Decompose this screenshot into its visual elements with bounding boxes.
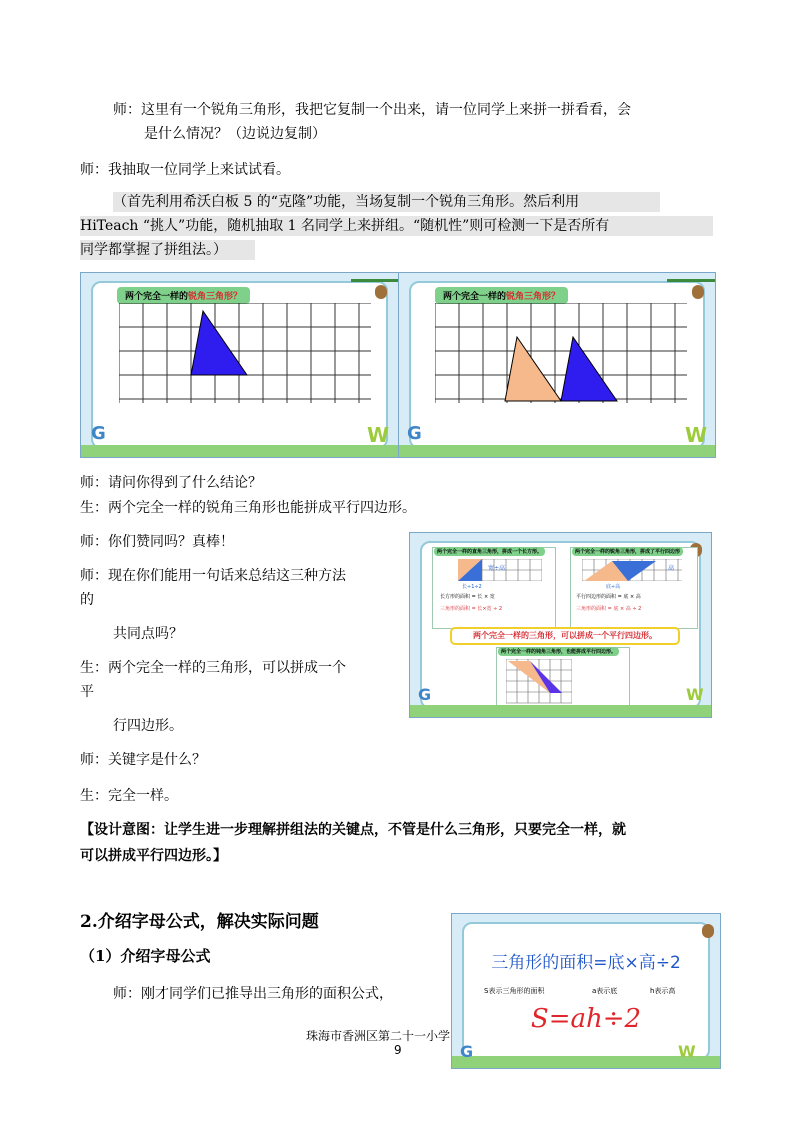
slide-banner [117,287,250,304]
para-formula: 三角形的面积 = 底 × 高 ÷ 2 [576,606,642,612]
para-grid-drawing [582,559,682,581]
vine-decoration [667,279,715,282]
panel-banner: 两个完全一样的直角三角形，拼成一个长方形。 [434,547,545,556]
panel-banner: 两个完全一样的锐角三角形，拼成了平行四边形 [572,547,683,556]
slide-acute-triangle [80,272,399,458]
monkey-icon [702,924,714,938]
slide-summary [409,532,712,718]
logo-g-icon: G [91,423,106,444]
banner-text: 两个完全一样的 [443,292,507,302]
footer-school: 珠海市香洲区第二十一小学 [306,1029,451,1043]
monkey-icon [692,285,704,299]
acute-triangle [561,337,617,401]
monkey-icon [375,285,387,299]
copied-triangle [505,337,561,401]
summary-bar: 两个完全一样的三角形，可以拼成一个平行四边形。 [450,627,680,645]
grass-decoration [410,705,711,717]
grass-decoration [399,445,715,457]
dialog-line: 师：关键字是什么？ [80,752,206,768]
rect-formula: 长方形的面积 = 长 × 宽 [440,594,495,600]
dialog-line: 师：我抽取一位同学上来试试看。 [80,162,290,178]
slide-letter-formula [451,913,721,1069]
dialog-line: 的 [80,592,94,608]
design-intent-line: 【设计意图：让学生进一步理解拼组法的关键点，不管是什么三角形，只要完全一样，就 [80,822,626,838]
label-h: h表示高 [650,987,676,995]
section-heading: 2.介绍字母公式，解决实际问题 [80,912,319,932]
dialog-line: 师：你们赞同吗？真棒！ [80,534,234,550]
slide-banner [435,287,568,304]
para-bottom-label: 底÷高 [606,584,621,590]
dialog-line: 师：请问你得到了什么结论？ [80,475,262,491]
dialog-line: 生：两个完全一样的锐角三角形也能拼成平行四边形。 [80,500,416,516]
area-formula-title: 三角形的面积=底×高÷2 [491,953,681,973]
rect-label: 宽÷高 [488,565,506,572]
dialog-line: 师：刚才同学们已推导出三角形的面积公式， [113,986,393,1002]
label-a: a表示底 [592,987,618,995]
grid-drawing [435,303,687,407]
logo-g-icon: G [418,685,432,704]
dialog-line: 平 [80,684,94,700]
banner-highlight: 锐角三角形 [506,292,552,302]
page-number: 9 [394,1043,402,1057]
letter-formula: S=ah÷2 [530,1004,642,1034]
note-line: HiTeach “挑人”功能，随机抽取 1 名同学上来拼组。“随机性”则可检测一下是否所有 [80,216,713,236]
grid-drawing [119,303,371,407]
grass-decoration [81,445,398,457]
logo-w-icon: W [685,423,708,447]
slide-two-acute-triangles [398,272,716,458]
logo-g-icon: G [407,423,422,444]
obtuse-grid-drawing [506,659,572,705]
label-s: S表示三角形的面积 [484,987,545,995]
dialog-line: 生：两个完全一样的三角形，可以拼成一个 [80,660,346,676]
dialog-line: 共同点吗？ [113,626,183,642]
design-intent-line: 可以拼成平行四边形。】 [80,848,227,864]
dialog-line: 师：这里有一个锐角三角形，我把它复制一个出来，请一位同学上来拼一拼看看，会 [113,102,631,118]
dialog-line: 生：完全一样。 [80,788,178,804]
panel-banner: 两个完全一样的钝角三角形，也能拼成平行四边形。 [498,647,619,656]
para-formula: 平行四边形的面积 = 底 × 高 [576,594,641,600]
logo-w-icon: W [686,685,704,704]
dialog-line: 师：现在你们能用一句话来总结这三种方法 [80,568,346,584]
note-line: 同学都掌握了拼组法。） [80,240,255,260]
banner-text: 两个完全一样的 [125,292,189,302]
banner-suffix: ？ [551,292,561,302]
note-line: （首先利用希沃白板 5 的“克隆”功能，当场复制一个锐角三角形。然后利用 [113,192,660,212]
banner-suffix: ？ [233,292,243,302]
dialog-line: 是什么情况？（边说边复制） [144,126,326,142]
dialog-line: 行四边形。 [113,718,183,734]
logo-g-icon: G [460,1042,474,1061]
vine-decoration [351,279,399,282]
para-label: 高 [668,565,675,572]
logo-w-icon: W [367,423,390,447]
rect-formula: 三角形的面积 = 长×宽 ÷ 2 [440,606,503,612]
rect-bottom-label: 长÷1÷2 [462,584,482,590]
logo-w-icon: W [678,1042,696,1061]
section-subheading: （1）介绍字母公式 [80,947,211,965]
banner-highlight: 锐角三角形 [188,292,234,302]
